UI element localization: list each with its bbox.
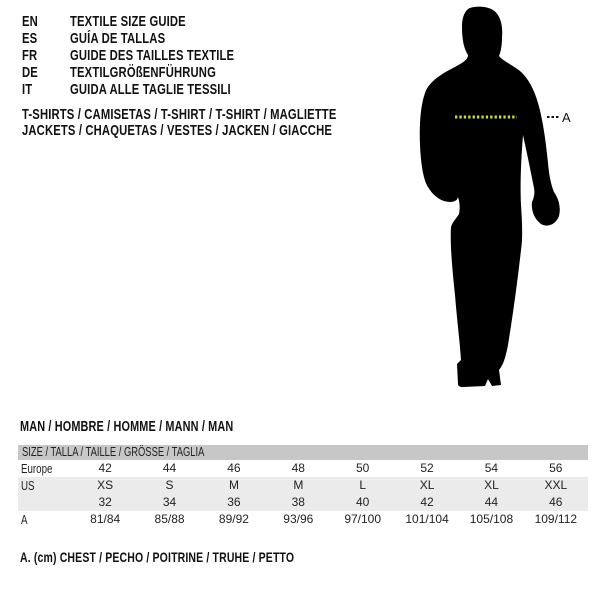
size-cell: 101/104 <box>405 512 449 526</box>
lang-code-en: EN <box>22 13 38 30</box>
language-list <box>22 13 289 98</box>
table-header-label: SIZE / TALLA / TAILLE / GRÖSSE / TAGLIA <box>22 445 205 459</box>
lang-row-en <box>22 13 289 30</box>
size-cell: 52 <box>420 461 434 475</box>
size-cell: 46 <box>227 461 241 475</box>
size-cell: 32 <box>98 495 112 509</box>
garment-line-jackets: JACKETS / CHAQUETAS / VESTES / JACKEN / GIACCHE <box>22 121 333 139</box>
lang-code-it: IT <box>22 81 33 98</box>
size-cell: 81/84 <box>90 512 121 526</box>
size-cell: 38 <box>291 495 305 509</box>
garment-line-tshirts: T-SHIRTS / CAMISETAS / T-SHIRT / T-SHIRT / MAGLIETTE <box>22 106 337 123</box>
lang-row-es <box>22 30 289 47</box>
table-row-europe <box>18 460 588 477</box>
size-cell: 85/88 <box>154 512 185 526</box>
footnote-chest: A. (cm) CHEST / PECHO / POITRINE / TRUHE / PETTO <box>20 549 295 565</box>
table-row-us-numeric <box>18 494 588 511</box>
size-cell: 56 <box>549 461 563 475</box>
size-cell: L <box>359 478 367 492</box>
size-cell: 44 <box>162 461 177 475</box>
lang-row-fr <box>22 47 289 64</box>
size-cell: 97/100 <box>344 512 382 526</box>
man-silhouette <box>415 5 580 390</box>
table-row-chest-a <box>18 511 588 528</box>
measure-label-a: A <box>562 110 571 125</box>
garment-types <box>22 107 441 138</box>
size-cell: S <box>165 478 174 492</box>
lang-label-es: GUÍA DE TALLAS <box>70 29 166 47</box>
row-label-europe: Europe <box>21 461 53 476</box>
size-cell: 36 <box>227 495 241 509</box>
size-cell: 93/96 <box>283 512 314 526</box>
size-cell: M <box>293 478 304 492</box>
lang-row-de <box>22 64 289 81</box>
size-cell: XXL <box>544 478 568 492</box>
lang-code-fr: FR <box>22 47 38 64</box>
size-cell: 40 <box>356 495 370 509</box>
size-cell: XL <box>419 478 435 492</box>
size-cell: 44 <box>484 495 499 509</box>
size-cell: 48 <box>291 461 305 475</box>
size-cell: 50 <box>356 461 370 475</box>
lang-label-en: TEXTILE SIZE GUIDE <box>70 12 186 30</box>
figure-area <box>415 5 580 390</box>
size-cell: 34 <box>162 495 177 509</box>
lang-label-de: TEXTILGRÖßENFÜHRUNG <box>70 63 216 81</box>
size-cell: 42 <box>420 495 434 509</box>
size-cell: M <box>228 478 239 492</box>
size-table <box>18 445 588 528</box>
lang-label-fr: GUIDE DES TAILLES TEXTILE <box>70 46 235 64</box>
row-label-a: A <box>21 512 28 527</box>
lang-code-es: ES <box>22 30 38 47</box>
table-row-us <box>18 477 588 494</box>
man-silhouette-shape <box>420 7 560 387</box>
size-cell: XS <box>97 478 114 492</box>
size-cell: 54 <box>484 461 499 475</box>
section-title-man: MAN / HOMBRE / HOMME / MANN / MAN <box>20 419 234 435</box>
lang-code-de: DE <box>22 64 38 81</box>
size-cell: 105/108 <box>469 512 514 526</box>
size-cell: XL <box>484 478 499 492</box>
size-cell: 89/92 <box>218 512 249 526</box>
lang-label-it: GUIDA ALLE TAGLIE TESSILI <box>70 80 231 98</box>
size-cell: 42 <box>98 461 112 475</box>
size-cell: 109/112 <box>534 512 578 526</box>
lang-row-it <box>22 81 289 98</box>
size-cell: 46 <box>549 495 563 509</box>
row-label-us: US <box>21 478 35 493</box>
